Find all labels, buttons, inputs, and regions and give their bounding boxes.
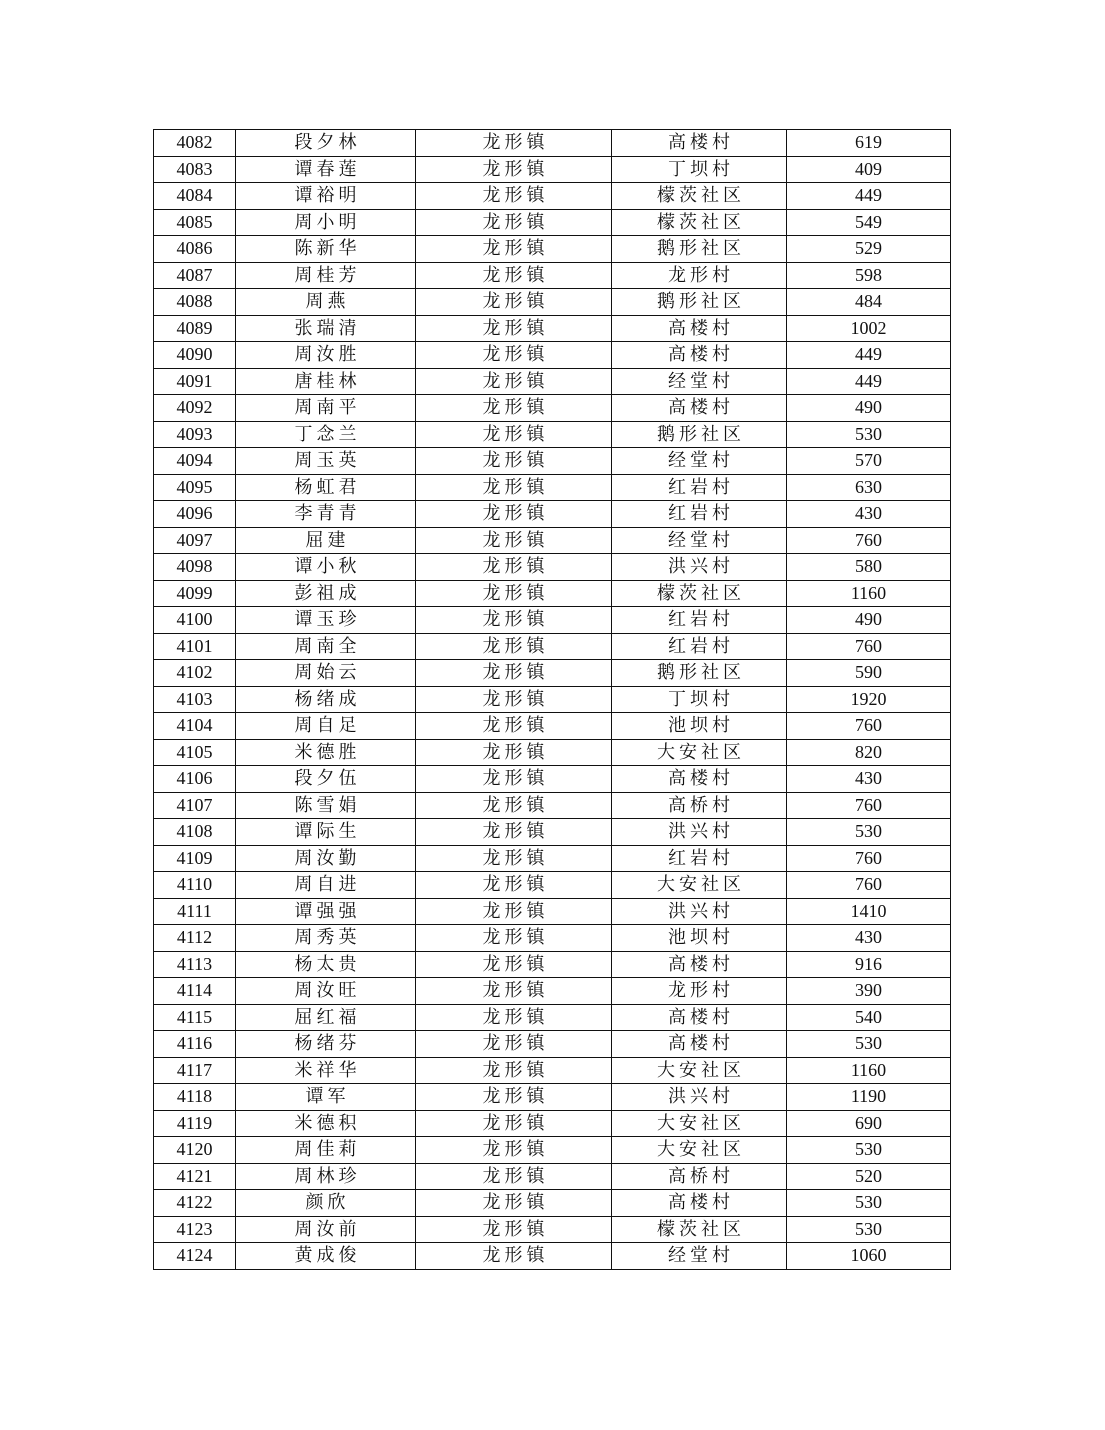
town-cell: 龙形镇 xyxy=(416,1137,612,1164)
table-row xyxy=(154,209,951,236)
village-cell: 高桥村 xyxy=(612,1163,787,1190)
person-name-cell: 周小明 xyxy=(236,209,416,236)
amount-cell: 760 xyxy=(787,527,951,554)
row-number-cell: 4092 xyxy=(154,395,236,422)
town-cell: 龙形镇 xyxy=(416,315,612,342)
amount-cell: 530 xyxy=(787,1137,951,1164)
table-row xyxy=(154,262,951,289)
town-cell: 龙形镇 xyxy=(416,1031,612,1058)
table-row xyxy=(154,156,951,183)
village-cell: 红岩村 xyxy=(612,607,787,634)
person-name-cell: 谭军 xyxy=(236,1084,416,1111)
town-cell: 龙形镇 xyxy=(416,872,612,899)
table-row xyxy=(154,448,951,475)
village-cell: 高楼村 xyxy=(612,1190,787,1217)
town-cell: 龙形镇 xyxy=(416,342,612,369)
amount-cell: 430 xyxy=(787,766,951,793)
village-cell: 大安社区 xyxy=(612,1137,787,1164)
row-number-cell: 4108 xyxy=(154,819,236,846)
row-number-cell: 4085 xyxy=(154,209,236,236)
village-cell: 檬茨社区 xyxy=(612,580,787,607)
row-number-cell: 4117 xyxy=(154,1057,236,1084)
amount-cell: 530 xyxy=(787,1031,951,1058)
amount-cell: 530 xyxy=(787,1190,951,1217)
table-row xyxy=(154,554,951,581)
amount-cell: 409 xyxy=(787,156,951,183)
row-number-cell: 4112 xyxy=(154,925,236,952)
person-name-cell: 杨绪芬 xyxy=(236,1031,416,1058)
person-name-cell: 屈建 xyxy=(236,527,416,554)
row-number-cell: 4096 xyxy=(154,501,236,528)
row-number-cell: 4104 xyxy=(154,713,236,740)
person-name-cell: 谭玉珍 xyxy=(236,607,416,634)
village-cell: 洪兴村 xyxy=(612,1084,787,1111)
amount-cell: 430 xyxy=(787,925,951,952)
amount-cell: 390 xyxy=(787,978,951,1005)
row-number-cell: 4105 xyxy=(154,739,236,766)
table-row xyxy=(154,501,951,528)
person-name-cell: 周南全 xyxy=(236,633,416,660)
person-name-cell: 米德积 xyxy=(236,1110,416,1137)
row-number-cell: 4115 xyxy=(154,1004,236,1031)
town-cell: 龙形镇 xyxy=(416,1084,612,1111)
town-cell: 龙形镇 xyxy=(416,607,612,634)
table-row xyxy=(154,766,951,793)
row-number-cell: 4089 xyxy=(154,315,236,342)
village-cell: 池坝村 xyxy=(612,713,787,740)
village-cell: 鹅形社区 xyxy=(612,289,787,316)
amount-cell: 449 xyxy=(787,183,951,210)
row-number-cell: 4107 xyxy=(154,792,236,819)
village-cell: 大安社区 xyxy=(612,1057,787,1084)
table-row xyxy=(154,633,951,660)
town-cell: 龙形镇 xyxy=(416,368,612,395)
amount-cell: 760 xyxy=(787,713,951,740)
row-number-cell: 4123 xyxy=(154,1216,236,1243)
row-number-cell: 4087 xyxy=(154,262,236,289)
village-cell: 高楼村 xyxy=(612,1004,787,1031)
table-row xyxy=(154,1190,951,1217)
amount-cell: 540 xyxy=(787,1004,951,1031)
row-number-cell: 4116 xyxy=(154,1031,236,1058)
amount-cell: 760 xyxy=(787,633,951,660)
row-number-cell: 4090 xyxy=(154,342,236,369)
village-cell: 檬茨社区 xyxy=(612,183,787,210)
amount-cell: 529 xyxy=(787,236,951,263)
town-cell: 龙形镇 xyxy=(416,1163,612,1190)
village-cell: 檬茨社区 xyxy=(612,1216,787,1243)
person-name-cell: 唐桂林 xyxy=(236,368,416,395)
town-cell: 龙形镇 xyxy=(416,1190,612,1217)
row-number-cell: 4088 xyxy=(154,289,236,316)
person-name-cell: 周燕 xyxy=(236,289,416,316)
amount-cell: 1060 xyxy=(787,1243,951,1270)
row-number-cell: 4097 xyxy=(154,527,236,554)
village-cell: 大安社区 xyxy=(612,872,787,899)
table-row xyxy=(154,792,951,819)
row-number-cell: 4119 xyxy=(154,1110,236,1137)
town-cell: 龙形镇 xyxy=(416,1243,612,1270)
village-cell: 洪兴村 xyxy=(612,554,787,581)
person-name-cell: 米德胜 xyxy=(236,739,416,766)
village-cell: 洪兴村 xyxy=(612,898,787,925)
amount-cell: 1920 xyxy=(787,686,951,713)
person-name-cell: 杨绪成 xyxy=(236,686,416,713)
table-row xyxy=(154,872,951,899)
town-cell: 龙形镇 xyxy=(416,209,612,236)
village-cell: 鹅形社区 xyxy=(612,236,787,263)
village-cell: 大安社区 xyxy=(612,1110,787,1137)
person-name-cell: 谭小秋 xyxy=(236,554,416,581)
person-name-cell: 周汝勤 xyxy=(236,845,416,872)
row-number-cell: 4082 xyxy=(154,130,236,157)
table-row xyxy=(154,421,951,448)
person-name-cell: 段夕林 xyxy=(236,130,416,157)
person-name-cell: 周自进 xyxy=(236,872,416,899)
amount-cell: 916 xyxy=(787,951,951,978)
town-cell: 龙形镇 xyxy=(416,448,612,475)
table-row xyxy=(154,660,951,687)
town-cell: 龙形镇 xyxy=(416,1216,612,1243)
table-row xyxy=(154,1110,951,1137)
person-name-cell: 周南平 xyxy=(236,395,416,422)
amount-cell: 590 xyxy=(787,660,951,687)
town-cell: 龙形镇 xyxy=(416,660,612,687)
amount-cell: 490 xyxy=(787,607,951,634)
village-cell: 高楼村 xyxy=(612,130,787,157)
town-cell: 龙形镇 xyxy=(416,289,612,316)
amount-cell: 449 xyxy=(787,368,951,395)
town-cell: 龙形镇 xyxy=(416,262,612,289)
village-cell: 经堂村 xyxy=(612,527,787,554)
row-number-cell: 4101 xyxy=(154,633,236,660)
village-cell: 大安社区 xyxy=(612,739,787,766)
village-cell: 龙形村 xyxy=(612,262,787,289)
town-cell: 龙形镇 xyxy=(416,156,612,183)
village-cell: 高楼村 xyxy=(612,951,787,978)
amount-cell: 1160 xyxy=(787,580,951,607)
village-cell: 檬茨社区 xyxy=(612,209,787,236)
amount-cell: 430 xyxy=(787,501,951,528)
person-name-cell: 陈新华 xyxy=(236,236,416,263)
table-row xyxy=(154,951,951,978)
town-cell: 龙形镇 xyxy=(416,395,612,422)
village-cell: 丁坝村 xyxy=(612,156,787,183)
table-row xyxy=(154,1137,951,1164)
amount-cell: 1002 xyxy=(787,315,951,342)
amount-cell: 619 xyxy=(787,130,951,157)
village-cell: 鹅形社区 xyxy=(612,660,787,687)
amount-cell: 520 xyxy=(787,1163,951,1190)
table-row xyxy=(154,527,951,554)
person-name-cell: 周秀英 xyxy=(236,925,416,952)
village-cell: 高楼村 xyxy=(612,342,787,369)
town-cell: 龙形镇 xyxy=(416,686,612,713)
person-name-cell: 黄成俊 xyxy=(236,1243,416,1270)
village-cell: 高桥村 xyxy=(612,792,787,819)
table-row xyxy=(154,713,951,740)
table-row xyxy=(154,607,951,634)
table-row xyxy=(154,1084,951,1111)
town-cell: 龙形镇 xyxy=(416,898,612,925)
town-cell: 龙形镇 xyxy=(416,527,612,554)
amount-cell: 580 xyxy=(787,554,951,581)
row-number-cell: 4103 xyxy=(154,686,236,713)
row-number-cell: 4122 xyxy=(154,1190,236,1217)
amount-cell: 820 xyxy=(787,739,951,766)
amount-cell: 1160 xyxy=(787,1057,951,1084)
town-cell: 龙形镇 xyxy=(416,1004,612,1031)
row-number-cell: 4086 xyxy=(154,236,236,263)
table-row xyxy=(154,474,951,501)
row-number-cell: 4094 xyxy=(154,448,236,475)
person-name-cell: 杨虹君 xyxy=(236,474,416,501)
amount-cell: 1190 xyxy=(787,1084,951,1111)
amount-cell: 760 xyxy=(787,792,951,819)
town-cell: 龙形镇 xyxy=(416,819,612,846)
amount-cell: 760 xyxy=(787,845,951,872)
table-row xyxy=(154,898,951,925)
person-name-cell: 周汝胜 xyxy=(236,342,416,369)
row-number-cell: 4120 xyxy=(154,1137,236,1164)
table-row xyxy=(154,1057,951,1084)
town-cell: 龙形镇 xyxy=(416,739,612,766)
amount-cell: 449 xyxy=(787,342,951,369)
town-cell: 龙形镇 xyxy=(416,1057,612,1084)
table-row xyxy=(154,686,951,713)
amount-cell: 598 xyxy=(787,262,951,289)
row-number-cell: 4102 xyxy=(154,660,236,687)
table-row xyxy=(154,342,951,369)
village-cell: 红岩村 xyxy=(612,501,787,528)
person-name-cell: 周桂芳 xyxy=(236,262,416,289)
table-row xyxy=(154,1004,951,1031)
amount-cell: 530 xyxy=(787,1216,951,1243)
village-cell: 高楼村 xyxy=(612,1031,787,1058)
table-body xyxy=(154,130,951,1270)
village-cell: 经堂村 xyxy=(612,1243,787,1270)
town-cell: 龙形镇 xyxy=(416,925,612,952)
amount-cell: 484 xyxy=(787,289,951,316)
village-cell: 高楼村 xyxy=(612,766,787,793)
town-cell: 龙形镇 xyxy=(416,633,612,660)
village-cell: 鹅形社区 xyxy=(612,421,787,448)
person-name-cell: 杨太贵 xyxy=(236,951,416,978)
village-cell: 池坝村 xyxy=(612,925,787,952)
row-number-cell: 4110 xyxy=(154,872,236,899)
row-number-cell: 4121 xyxy=(154,1163,236,1190)
person-name-cell: 谭际生 xyxy=(236,819,416,846)
row-number-cell: 4124 xyxy=(154,1243,236,1270)
person-name-cell: 米祥华 xyxy=(236,1057,416,1084)
row-number-cell: 4113 xyxy=(154,951,236,978)
town-cell: 龙形镇 xyxy=(416,183,612,210)
person-name-cell: 彭祖成 xyxy=(236,580,416,607)
person-name-cell: 周玉英 xyxy=(236,448,416,475)
amount-cell: 530 xyxy=(787,421,951,448)
town-cell: 龙形镇 xyxy=(416,792,612,819)
town-cell: 龙形镇 xyxy=(416,236,612,263)
person-name-cell: 周汝前 xyxy=(236,1216,416,1243)
person-name-cell: 丁念兰 xyxy=(236,421,416,448)
village-cell: 洪兴村 xyxy=(612,819,787,846)
amount-cell: 760 xyxy=(787,872,951,899)
amount-cell: 630 xyxy=(787,474,951,501)
village-cell: 经堂村 xyxy=(612,368,787,395)
village-cell: 高楼村 xyxy=(612,395,787,422)
village-cell: 高楼村 xyxy=(612,315,787,342)
row-number-cell: 4106 xyxy=(154,766,236,793)
town-cell: 龙形镇 xyxy=(416,554,612,581)
town-cell: 龙形镇 xyxy=(416,978,612,1005)
row-number-cell: 4095 xyxy=(154,474,236,501)
village-cell: 经堂村 xyxy=(612,448,787,475)
table-row xyxy=(154,845,951,872)
person-name-cell: 段夕伍 xyxy=(236,766,416,793)
village-cell: 红岩村 xyxy=(612,474,787,501)
table-row xyxy=(154,315,951,342)
village-cell: 红岩村 xyxy=(612,845,787,872)
row-number-cell: 4114 xyxy=(154,978,236,1005)
town-cell: 龙形镇 xyxy=(416,951,612,978)
person-name-cell: 张瑞清 xyxy=(236,315,416,342)
row-number-cell: 4118 xyxy=(154,1084,236,1111)
village-cell: 丁坝村 xyxy=(612,686,787,713)
amount-cell: 490 xyxy=(787,395,951,422)
person-name-cell: 屈红福 xyxy=(236,1004,416,1031)
table-row xyxy=(154,1216,951,1243)
town-cell: 龙形镇 xyxy=(416,501,612,528)
town-cell: 龙形镇 xyxy=(416,766,612,793)
table-row xyxy=(154,236,951,263)
person-name-cell: 周始云 xyxy=(236,660,416,687)
person-name-cell: 谭强强 xyxy=(236,898,416,925)
table-row xyxy=(154,819,951,846)
table-row xyxy=(154,183,951,210)
data-table xyxy=(153,129,951,1270)
table-row xyxy=(154,925,951,952)
town-cell: 龙形镇 xyxy=(416,1110,612,1137)
row-number-cell: 4100 xyxy=(154,607,236,634)
row-number-cell: 4091 xyxy=(154,368,236,395)
town-cell: 龙形镇 xyxy=(416,713,612,740)
town-cell: 龙形镇 xyxy=(416,130,612,157)
table-row xyxy=(154,130,951,157)
person-name-cell: 周佳莉 xyxy=(236,1137,416,1164)
town-cell: 龙形镇 xyxy=(416,474,612,501)
table-row xyxy=(154,580,951,607)
amount-cell: 570 xyxy=(787,448,951,475)
amount-cell: 690 xyxy=(787,1110,951,1137)
amount-cell: 530 xyxy=(787,819,951,846)
table-row xyxy=(154,978,951,1005)
table-row xyxy=(154,1243,951,1270)
person-name-cell: 周汝旺 xyxy=(236,978,416,1005)
row-number-cell: 4109 xyxy=(154,845,236,872)
person-name-cell: 周林珍 xyxy=(236,1163,416,1190)
row-number-cell: 4098 xyxy=(154,554,236,581)
person-name-cell: 陈雪娟 xyxy=(236,792,416,819)
person-name-cell: 李青青 xyxy=(236,501,416,528)
table-row xyxy=(154,368,951,395)
person-name-cell: 谭裕明 xyxy=(236,183,416,210)
amount-cell: 549 xyxy=(787,209,951,236)
table-row xyxy=(154,289,951,316)
amount-cell: 1410 xyxy=(787,898,951,925)
row-number-cell: 4084 xyxy=(154,183,236,210)
town-cell: 龙形镇 xyxy=(416,845,612,872)
table-row xyxy=(154,739,951,766)
person-name-cell: 颜欣 xyxy=(236,1190,416,1217)
table-row xyxy=(154,1031,951,1058)
row-number-cell: 4099 xyxy=(154,580,236,607)
town-cell: 龙形镇 xyxy=(416,421,612,448)
person-name-cell: 谭春莲 xyxy=(236,156,416,183)
person-name-cell: 周自足 xyxy=(236,713,416,740)
row-number-cell: 4093 xyxy=(154,421,236,448)
table-row xyxy=(154,1163,951,1190)
row-number-cell: 4111 xyxy=(154,898,236,925)
table-row xyxy=(154,395,951,422)
village-cell: 红岩村 xyxy=(612,633,787,660)
row-number-cell: 4083 xyxy=(154,156,236,183)
village-cell: 龙形村 xyxy=(612,978,787,1005)
town-cell: 龙形镇 xyxy=(416,580,612,607)
